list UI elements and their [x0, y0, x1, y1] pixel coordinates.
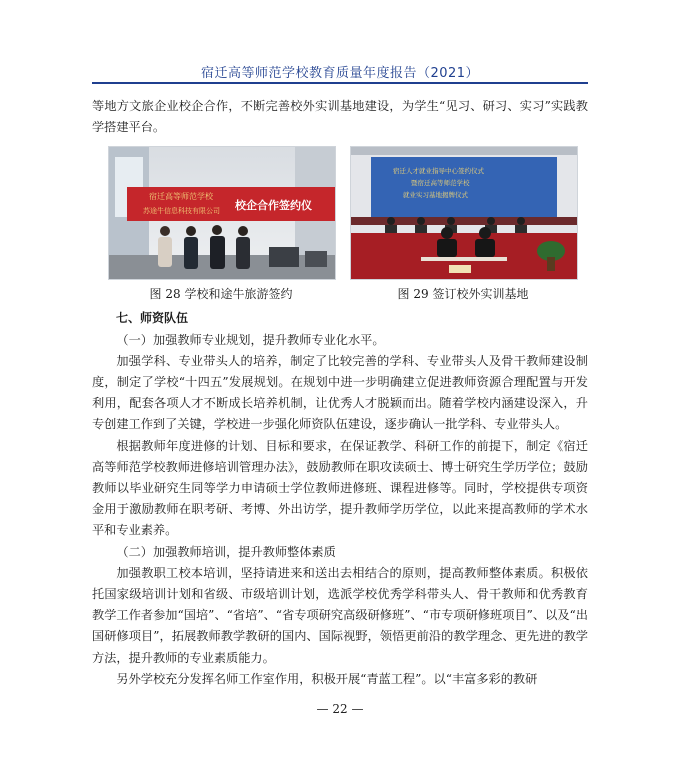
screen-line3: 就业实习基地揭牌仪式: [403, 191, 468, 200]
intro-paragraph: 等地方文旅企业校企合作，不断完善校外实训基地建设，为学生“见习、研习、实习”实践教学搭建平台。: [92, 99, 588, 135]
banner-title: 校企合作签约仪: [235, 199, 312, 213]
signing-photo-illustration: [109, 147, 335, 279]
subsection-2-title: （二）加强教师培训，提升教师整体素质: [116, 544, 336, 559]
figure-29: [350, 146, 576, 302]
figure-28: [108, 146, 334, 302]
page-header-title: 宿迁高等师范学校教育质量年度报告（2021）: [200, 66, 480, 81]
ceremony-photo-illustration: [351, 147, 577, 279]
signing-photo: [108, 146, 336, 280]
paragraph-4: 另外学校充分发挥名师工作室作用，积极开展“青蓝工程”。以“丰富多彩的教研: [116, 671, 538, 686]
header-rule: [92, 82, 588, 84]
subsection-1-title: （一）加强教师专业规划，提升教师专业化水平。: [116, 332, 385, 347]
section-title: 七、师资队伍: [116, 311, 189, 326]
figure-row: [108, 146, 576, 302]
banner-line2: 苏途牛信息科技有限公司: [143, 207, 220, 216]
banner-line1: 宿迁高等师范学校: [149, 192, 213, 202]
screen-line2: 暨宿迁高等师范学校: [411, 179, 470, 188]
paragraph-2: 根据教师年度进修的计划、目标和要求，在保证教学、科研工作的前提下，制定《宿迁高等师范学校教师进修培训管理办法》，鼓励教师在职攻读硕士、博士研究生学历学位；鼓励教师以毕业研究生同等学力申请硕士学位教师进修班、课程进修等。同时，学校提供专项资金用于激励教师在职考研、考博、外出访学，提升教师学历学位，以此来提高教师的学术水平和专业素养。: [92, 438, 588, 538]
page-content: [92, 96, 588, 690]
paragraph-3: 加强教职工校本培训，坚持请进来和送出去相结合的原则，提高教师整体素质。积极依托国家级培训计划和省级、市级培训计划，选派学校优秀学科带头人、骨干教师和优秀教育教学工作者参加“国培”、“省培”、“省专项研究高级研修班”、“市专项研修班项目”、以及“出国研修项目”，拓展教师教学教研的国内、国际视野，领悟更前沿的教学理念、更先进的教学方法，提升教师的专业素质能力。: [92, 565, 588, 665]
paragraph-1: 加强学科、专业带头人的培养，制定了比较完善的学科、专业带头人及骨干教师建设制度，制定了学校“十四五”发展规划。在规划中进一步明确建立促进教师资源合理配置与开发利用，配套各项人才不断成长培养机制，让优秀人才脱颖而出。随着学校内涵建设深入，升专创建工作到了关键，学校进一步强化师资队伍建设，逐步确认一批学科、专业带头人。: [92, 353, 588, 432]
ceremony-photo: [350, 146, 578, 280]
screen-line1: 宿迁人才就业指导中心签约仪式: [393, 167, 484, 176]
figure-28-caption: 图 28 学校和途牛旅游签约: [149, 287, 293, 302]
page-number: — 22 —: [316, 702, 364, 716]
figure-29-caption: 图 29 签订校外实训基地: [397, 287, 529, 302]
